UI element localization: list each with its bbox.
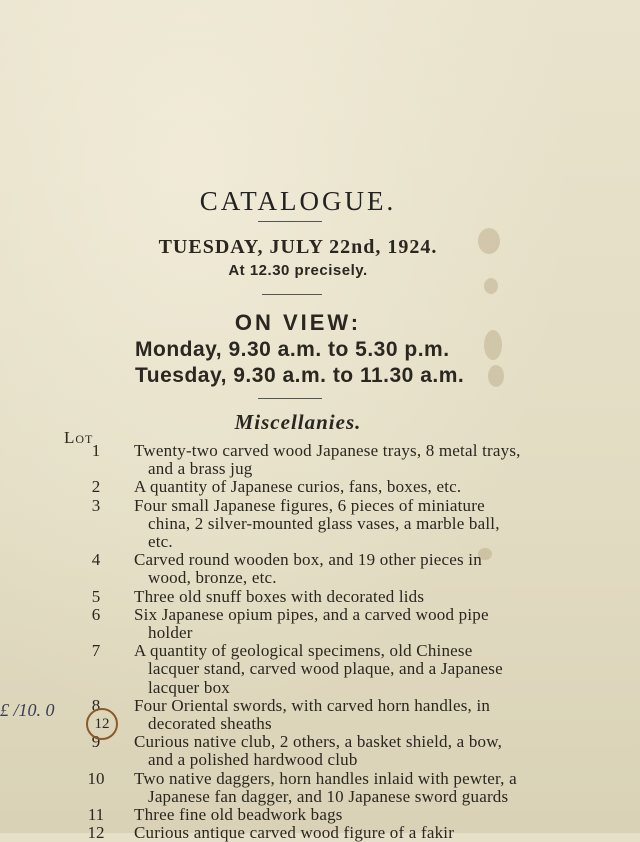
lot-number: 12 [87,823,105,842]
lot-item [0,497,640,552]
view-time-monday: Monday, 9.30 a.m. to 5.30 p.m. [135,338,450,361]
lot-description: A quantity of Japanese curios, fans, boxes, etc. [134,477,462,497]
lot-description: Twenty-two carved wood Japanese trays, 8 metal trays, and a brass jug [134,441,521,479]
section-title: Miscellanies. [234,410,362,434]
lot-description: Four small Japanese figures, 6 pieces of miniature china, 2 silver-mounted glass vases, a marble ball, etc. [134,495,500,552]
lot-list [0,442,640,842]
lot-item [0,806,640,824]
lot-item [0,770,640,806]
lot-number: 11 [87,805,105,825]
lot-description: Carved round wooden box, and 19 other pieces in wood, bronze, etc. [134,550,482,588]
divider [258,221,322,222]
lot-description: Six Japanese opium pipes, and a carved wood pipe holder [134,604,489,643]
lot-item [0,551,640,587]
lot-number: 9 [91,732,101,752]
divider [258,398,322,399]
lot-description: Curious antique carved wood figure of a fakir [134,823,455,842]
lot-number: 2 [91,477,101,497]
on-view-heading: ON VIEW: [234,310,362,335]
lot-description: Two native daggers, horn handles inlaid with pewter, a Japanese fan dagger, and 10 Japanese sword guards [134,768,517,806]
lot-description: Three old snuff boxes with decorated lids [134,586,425,606]
paper-stain [488,365,504,387]
lot-description: A quantity of geological specimens, old Chinese lacquer stand, carved wood plaque, and a Japanese lacquer box [134,641,503,697]
lot-number: 7 [91,641,101,661]
lot-number: 6 [91,604,101,624]
lot-description: Four Oriental swords, with carved horn handles, in decorated sheaths [134,695,491,734]
paper-stain [484,278,498,294]
lot-item [0,642,640,697]
lot-number: 8 [91,695,101,715]
lot-description: Curious native club, 2 others, a basket shield, a bow, and a polished hardwood club [134,732,503,770]
lot-item [0,824,640,842]
lot-number: 4 [91,550,101,570]
lot-item [0,588,640,606]
lot-item [0,478,640,496]
sale-date: TUESDAY, JULY 22nd, 1924. [158,236,438,258]
lot-column-heading: Lot [64,428,94,447]
view-time-tuesday: Tuesday, 9.30 a.m. to 11.30 a.m. [135,364,465,387]
lot-number: 3 [91,495,101,515]
sale-time: At 12.30 precisely. [228,262,368,279]
lot-item [0,442,640,478]
page-title: CATALOGUE. [199,186,397,216]
divider [262,294,322,295]
lot-description: Three fine old beadwork bags [134,805,343,825]
lot-number: 5 [91,586,101,606]
handwritten-price-note: £ /10. 0 [0,700,55,720]
lot-number: 1 [91,441,101,460]
circled-lot-number: 12 [86,708,118,740]
lot-number: 10 [87,768,105,788]
lot-item [0,606,640,642]
